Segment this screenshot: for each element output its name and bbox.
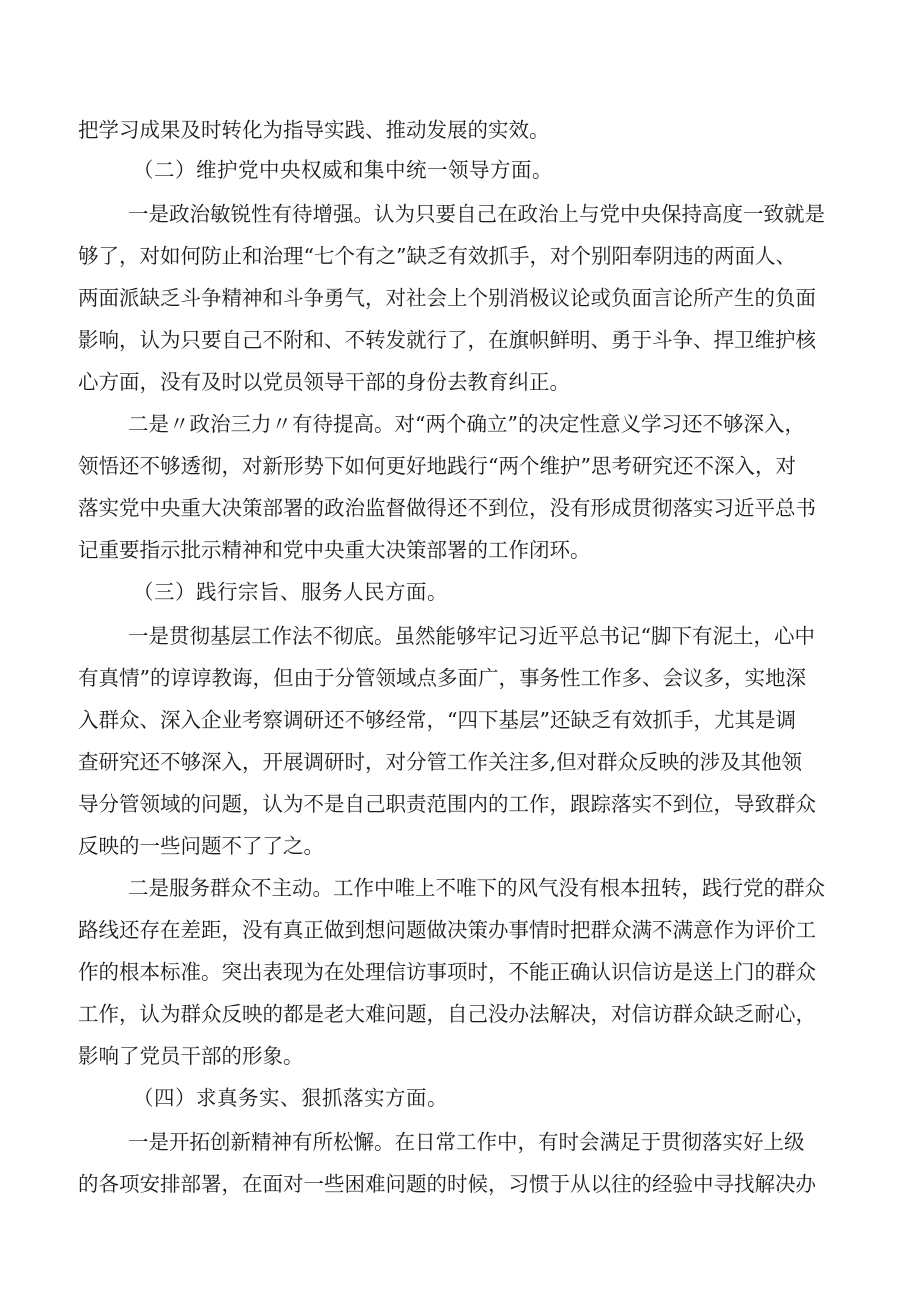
paragraph-line: 工作，认为群众反映的都是老大难问题，自己没办法解决，对信访群众缺乏耐心，: [78, 1002, 816, 1026]
paragraph-line: 两面派缺乏斗争精神和斗争勇气，对社会上个别消极议论或负面言论所产生的负面: [78, 286, 816, 310]
paragraph-line: 有真情”的谆谆教诲，但由于分管领域点多面广，事务性工作多、会议多，实地深: [78, 666, 806, 690]
paragraph-line: 的各项安排部署，在面对一些困难问题的时候，习惯于从以往的经验中寻找解决办: [78, 1172, 816, 1196]
paragraph-line: 影响了党员干部的形象。: [78, 1044, 304, 1068]
paragraph-line: 一是政治敏锐性有待增强。认为只要自己在政治上与党中央保持高度一致就是: [128, 202, 825, 226]
section-heading: （二）维护党中央权威和集中统一领导方面。: [133, 158, 553, 182]
paragraph-line: 反映的一些问题不了了之。: [78, 834, 324, 858]
paragraph-line: 影响，认为只要自己不附和、不转发就行了，在旗帜鲜明、勇于斗争、捍卫维护核: [78, 328, 816, 352]
paragraph-line: 够了，对如何防止和治理“七个有之”缺乏有效抓手，对个别阳奉阴违的两面人、: [78, 244, 796, 268]
paragraph-line: 二是〃政治三力〃有待提高。对“两个确立”的决定性意义学习还不够深入，: [128, 412, 805, 436]
paragraph-line: 一是贯彻基层工作法不彻底。虽然能够牢记习近平总书记“脚下有泥土，心中: [128, 624, 815, 648]
paragraph-line: 查研究还不够深入，开展调研时，对分管工作关注多,但对群众反映的涉及其他领: [78, 750, 803, 774]
paragraph-line: 领悟还不够透彻，对新形势下如何更好地践行“两个维护”思考研究还不深入，对: [78, 454, 796, 478]
paragraph-line: 落实党中央重大决策部署的政治监督做得还不到位，没有形成贯彻落实习近平总书: [78, 496, 816, 520]
paragraph-line: 导分管领域的问题，认为不是自己职责范围内的工作，跟踪落实不到位，导致群众: [78, 792, 816, 816]
paragraph-line: 心方面，没有及时以党员领导干部的身份去教育纠正。: [78, 370, 570, 394]
paragraph-line: 入群众、深入企业考察调研还不够经常，“四下基层”还缺乏有效抓手，尤其是调: [78, 708, 796, 732]
paragraph-line: 把学习成果及时转化为指导实践、推动发展的实效。: [78, 118, 550, 142]
paragraph-line: 一是开拓创新精神有所松懈。在日常工作中，有时会满足于贯彻落实好上级: [128, 1130, 805, 1154]
section-heading: （三）践行宗旨、服务人民方面。: [133, 580, 448, 604]
paragraph-line: 作的根本标准。突出表现为在处理信访事项时，不能正确认识信访是送上门的群众: [78, 960, 816, 984]
paragraph-line: 二是服务群众不主动。工作中唯上不唯下的风气没有根本扭转，践行党的群众: [128, 876, 825, 900]
section-heading: （四）求真务实、狠抓落实方面。: [133, 1086, 448, 1110]
paragraph-line: 记重要指示批示精神和党中央重大决策部署的工作闭环。: [78, 538, 591, 562]
paragraph-line: 路线还存在差距，没有真正做到想问题做决策办事情时把群众满不满意作为评价工: [78, 918, 816, 942]
